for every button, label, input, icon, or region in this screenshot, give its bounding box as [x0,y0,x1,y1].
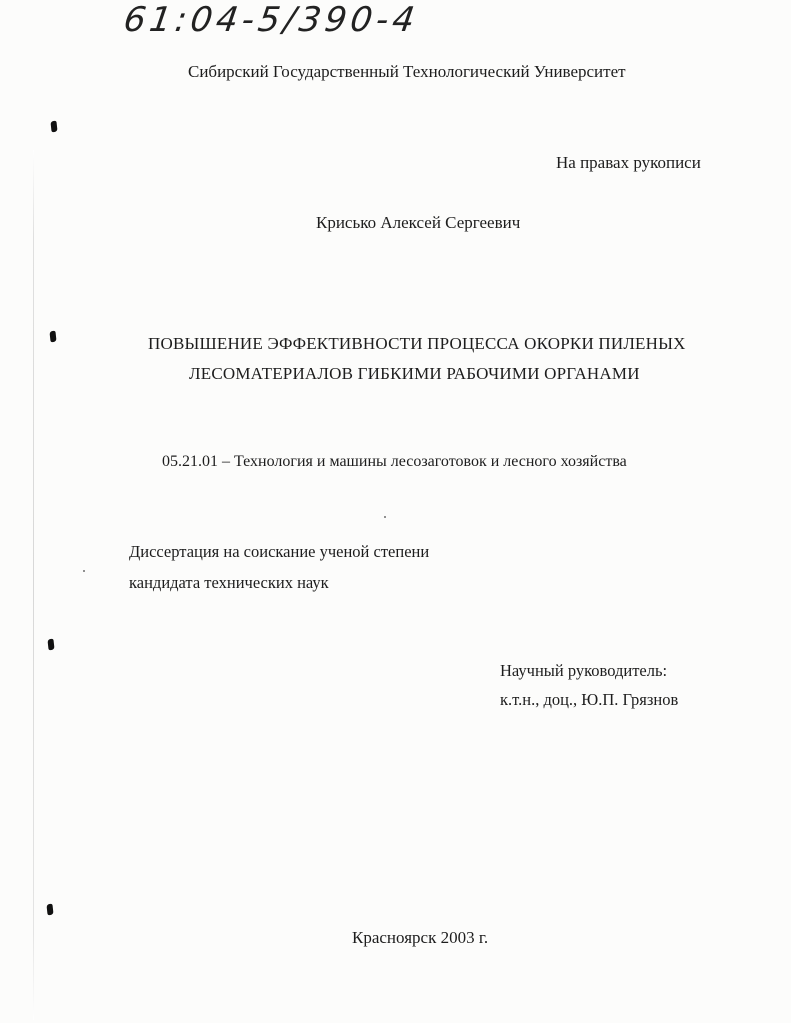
university-name: Сибирский Государственный Технологический Университет [188,62,626,81]
specialty-code: 05.21.01 – Технология и машины лесозаготовок и лесного хозяйства [162,453,627,470]
dissertation-title-line-2: ЛЕСОМАТЕРИАЛОВ ГИБКИМИ РАБОЧИМИ ОРГАНАМИ [189,364,640,383]
author-name: Крисько Алексей Сергеевич [316,213,521,232]
dissertation-title-line-1: ПОВЫШЕНИЕ ЭФФЕКТИВНОСТИ ПРОЦЕССА ОКОРКИ ПИЛЕНЫХ [148,334,686,353]
supervisor-name: к.т.н., доц., Ю.П. Грязнов [500,690,679,709]
rights-notice: На правах рукописи [556,153,701,172]
supervisor-label: Научный руководитель: [500,661,668,680]
scan-speck [384,516,386,518]
binding-hole-mark [50,121,57,133]
binding-hole-mark [46,904,53,916]
place-and-year: Красноярск 2003 г. [352,928,489,947]
degree-statement-line-2: кандидата технических наук [129,573,329,592]
archive-number: 61:04-5/390-4 [121,0,421,40]
binding-hole-mark [49,331,56,343]
scan-speck [83,570,85,572]
binding-hole-mark [47,639,54,651]
scan-margin-line [33,150,34,1020]
degree-statement-line-1: Диссертация на соискание ученой степени [129,542,430,561]
